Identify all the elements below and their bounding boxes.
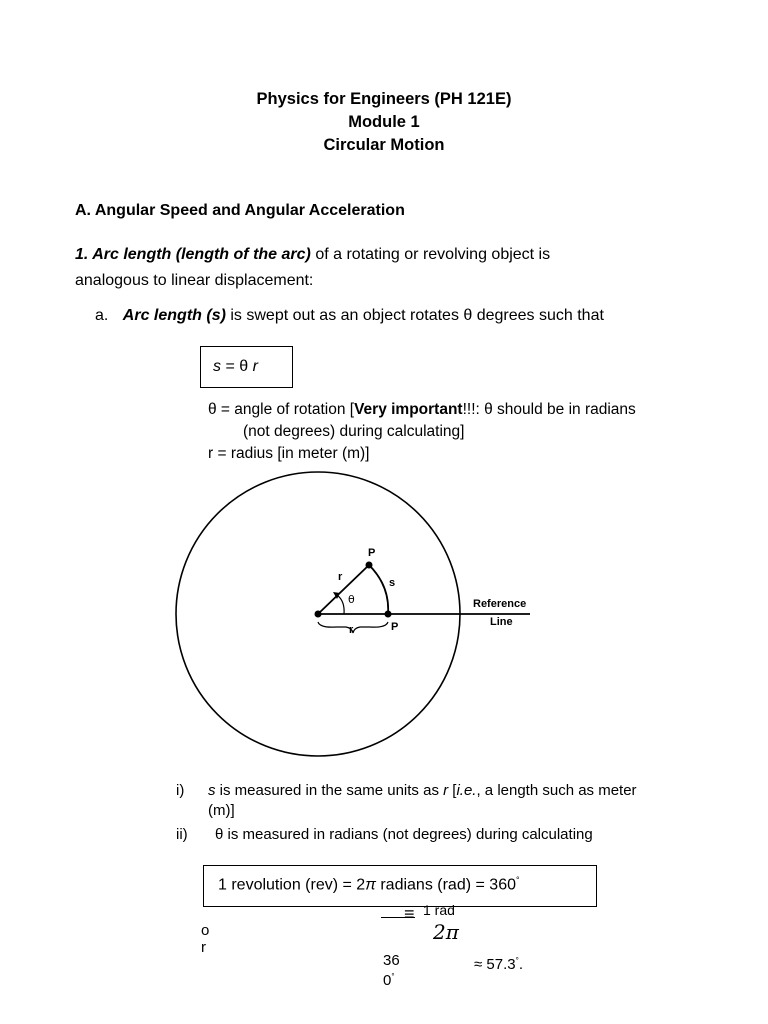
label-r-bottom: r — [349, 624, 354, 636]
theta-note-pre: θ = angle of rotation [ — [208, 401, 355, 418]
item1-text-b: analogous to linear displacement: — [75, 272, 314, 289]
list-i-ie: i.e. — [456, 782, 477, 799]
num-deg: ° — [391, 972, 395, 981]
revolution-deg: ° — [515, 875, 520, 885]
list-item-i — [176, 781, 184, 801]
approx-value — [474, 956, 523, 973]
revolution-box — [203, 865, 597, 907]
revolution-text: 1 revolution (rev) = 2 — [218, 876, 366, 894]
formula-s: s — [213, 358, 221, 375]
theta-note-cont: (not degrees) during calculating] — [243, 423, 465, 440]
list-i-marker: i) — [176, 782, 185, 799]
center-point — [315, 611, 322, 618]
or-o: o — [201, 922, 210, 939]
doc-title-line1: Physics for Engineers (PH 121E) — [256, 90, 512, 108]
approx-text: ≈ 57.3 — [474, 956, 516, 973]
point-p-bottom — [385, 611, 392, 618]
label-p-top: P — [368, 547, 376, 559]
sub-a-term: Arc length (s) — [122, 307, 226, 324]
item1-text-a: of a rotating or revolving object is — [310, 246, 551, 263]
doc-title-line2: Module 1 — [348, 113, 420, 131]
list-i-text1: is measured in the same units as — [215, 782, 444, 799]
list-ii-text: θ is measured in radians (not degrees) during calculating — [215, 826, 593, 843]
label-p-bottom: P — [391, 621, 399, 633]
label-line: Line — [490, 616, 513, 628]
list-item-i-text — [208, 781, 678, 821]
list-i-cont: (m)] — [208, 802, 235, 819]
section-heading: A. Angular Speed and Angular Acceleration — [75, 202, 405, 219]
list-i-s: s — [208, 782, 216, 799]
approx-period: . — [518, 956, 523, 973]
deg-360 — [383, 953, 400, 989]
doc-title-line3: Circular Motion — [323, 136, 445, 154]
revolution-text2: radians (rad) = 360 — [375, 876, 516, 894]
num-36: 36 — [383, 952, 400, 969]
label-reference: Reference — [473, 598, 527, 610]
formula-r: r — [252, 358, 258, 375]
radius-note: r = radius [in meter (m)] — [208, 445, 370, 462]
theta-note-bold: Very important — [354, 401, 463, 418]
two-pi-label: 2π — [433, 920, 459, 944]
theta-note-post: !!!: θ should be in radians — [462, 401, 636, 418]
one-rad-label: 1 rad — [423, 902, 455, 918]
num-0: 0 — [383, 972, 392, 989]
list-i-text2: [ — [448, 782, 457, 799]
label-s: s — [389, 577, 396, 589]
sub-a-marker: a. — [95, 307, 109, 324]
list-i-r: r — [443, 782, 449, 799]
list-ii-marker: ii) — [176, 826, 188, 843]
list-item-ii — [176, 825, 188, 845]
approx-deg: ° — [515, 956, 519, 965]
label-r-top: r — [338, 571, 343, 583]
item1-lead: 1. Arc length (length of the arc) — [75, 246, 311, 263]
revolution-pi: π — [365, 876, 376, 894]
or-word — [201, 922, 209, 956]
formula-eq: = θ — [221, 358, 253, 375]
arc-s — [369, 565, 388, 614]
sub-a-text: is swept out as an object rotates θ degrees such that — [225, 307, 604, 324]
equiv-sign: ≡ — [404, 904, 415, 924]
label-theta: θ — [348, 593, 355, 606]
theta-arc — [337, 595, 344, 614]
or-r: r — [201, 939, 206, 956]
point-p-top — [366, 562, 373, 569]
list-i-text3: , a length such as meter — [476, 782, 637, 799]
